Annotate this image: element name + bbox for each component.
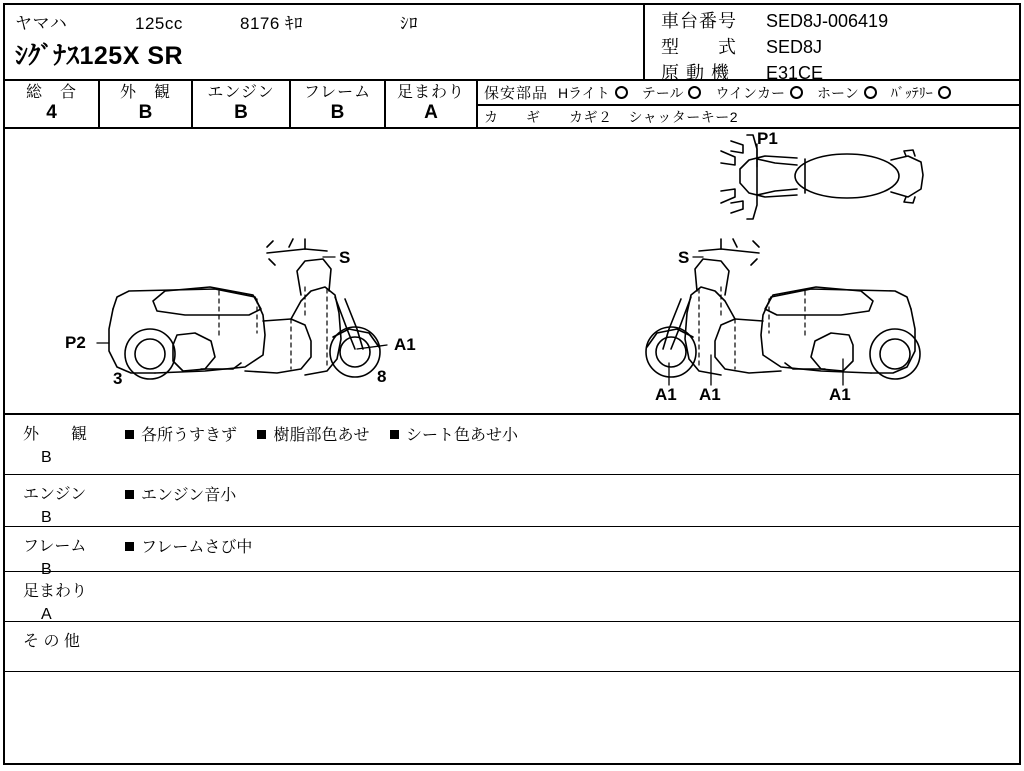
note-other-label-cell <box>5 622 125 671</box>
bullet-square-icon <box>257 430 266 439</box>
safety-item-battery-label: ﾊﾞｯﾃﾘｰ <box>890 84 933 101</box>
grade-overall <box>5 81 100 127</box>
note-frame-label-cell <box>5 527 125 579</box>
grade-appearance <box>100 81 193 127</box>
mileage-value: 8176 <box>240 14 280 33</box>
grades-bar <box>5 81 1019 129</box>
model-code-label: 型 式 <box>661 37 737 58</box>
note-item-text: エンジン音小 <box>141 487 237 504</box>
note-other-body <box>125 622 1019 671</box>
keys-value-2: シャッターキー2 <box>628 108 739 125</box>
mark-3: 3 <box>113 369 123 388</box>
mark-a1-right-1: A1 <box>655 385 677 404</box>
safety-item-battery <box>891 83 951 103</box>
keys-value-1: カギ２ <box>569 108 613 125</box>
safety-item-taillight <box>642 83 702 103</box>
note-appearance-label: 外 観 <box>23 426 96 443</box>
bullet-square-icon <box>125 542 134 551</box>
note-item-text: 各所うすきず <box>141 427 238 444</box>
grade-overall-label: 総 合 <box>25 84 77 101</box>
mileage-label <box>240 9 400 34</box>
maker-label: ヤマハ <box>15 14 68 33</box>
chassis-number-row <box>661 8 1019 34</box>
note-suspension-label-cell <box>5 572 125 624</box>
grade-suspension <box>386 81 478 127</box>
note-item <box>125 484 236 508</box>
safety-equipment-panel <box>478 81 1019 127</box>
damage-diagram <box>5 129 1019 415</box>
note-suspension-body <box>125 572 1019 621</box>
scooter-diagram-svg <box>5 129 1019 413</box>
note-frame-grade: B <box>41 561 52 579</box>
note-frame-label: フレーム <box>23 538 87 555</box>
mark-a1-right-3: A1 <box>829 385 851 404</box>
note-blank-label-cell <box>5 672 125 730</box>
safety-item-headlight <box>558 83 628 103</box>
mileage-unit: ｷﾛ <box>285 14 304 33</box>
grade-suspension-value: A <box>424 102 438 124</box>
mark-8: 8 <box>377 367 387 386</box>
inspection-sheet <box>3 3 1021 765</box>
safety-item-horn-label: ホーン <box>817 84 859 101</box>
note-item-text: 樹脂部色あせ <box>273 427 370 444</box>
note-item <box>125 536 252 560</box>
safety-item-headlight-label: Hライト <box>558 84 610 101</box>
grade-appearance-value: B <box>138 102 153 124</box>
mark-s-right: S <box>678 248 690 267</box>
grade-engine-value: B <box>234 102 248 124</box>
circle-ok-icon <box>864 86 877 99</box>
bullet-square-icon <box>125 430 134 439</box>
grade-frame-label: フレーム <box>303 84 372 101</box>
chassis-number-value: SED8J-006419 <box>766 11 889 31</box>
mark-a1-left: A1 <box>394 335 416 354</box>
circle-ok-icon <box>938 86 951 99</box>
mark-s-left: S <box>339 248 351 267</box>
grade-engine <box>193 81 291 127</box>
top-view-drawing <box>721 135 923 219</box>
color-label: ｼﾛ <box>400 14 418 33</box>
header-vehicle-summary <box>5 5 645 79</box>
note-appearance-body <box>125 415 1019 474</box>
note-item-text: フレームさび中 <box>141 539 253 556</box>
note-other-label: そ の 他 <box>23 633 80 650</box>
circle-ok-icon <box>688 86 701 99</box>
note-item <box>390 424 518 448</box>
note-row-frame <box>5 527 1019 579</box>
keys-label: カ ギ <box>484 108 547 125</box>
bullet-square-icon <box>125 490 134 499</box>
header-summary-row <box>15 9 643 34</box>
note-appearance-label-cell <box>5 415 125 474</box>
mark-p2: P2 <box>65 333 86 352</box>
grade-frame <box>291 81 386 127</box>
note-suspension-grade: A <box>41 606 52 624</box>
displacement-label: 125cc <box>135 14 183 33</box>
engine-code-label: 原 動 機 <box>661 63 731 84</box>
keys-row <box>478 106 1019 127</box>
note-appearance-grade: B <box>41 449 52 467</box>
circle-ok-icon <box>790 86 803 99</box>
circle-ok-icon <box>615 86 628 99</box>
note-row-suspension <box>5 572 1019 622</box>
safety-item-winker <box>715 83 803 103</box>
model-code-value: SED8J <box>766 37 823 58</box>
engine-code-value: E31CE <box>766 63 824 84</box>
mark-p1: P1 <box>757 129 778 148</box>
note-blank-body <box>125 672 1019 730</box>
grade-suspension-label: 足まわり <box>396 84 465 101</box>
note-item <box>125 424 237 448</box>
chassis-number-label: 車台番号 <box>661 11 737 31</box>
note-engine-grade: B <box>41 509 52 527</box>
note-item <box>257 424 369 448</box>
note-item-text: シート色あせ小 <box>405 427 518 444</box>
header-ids <box>645 5 1019 84</box>
note-suspension-label: 足まわり <box>23 583 88 600</box>
note-row-appearance <box>5 415 1019 475</box>
model-code-row <box>661 34 1019 60</box>
grade-overall-value: 4 <box>46 102 57 124</box>
grade-frame-value: B <box>330 102 345 124</box>
note-engine-body <box>125 475 1019 526</box>
note-frame-body <box>125 527 1019 571</box>
safety-equipment-row <box>478 81 1019 106</box>
bullet-square-icon <box>390 430 399 439</box>
safety-item-horn <box>817 83 877 103</box>
header <box>5 5 1019 84</box>
note-engine-label: エンジン <box>23 486 87 503</box>
mark-a1-right-2: A1 <box>699 385 721 404</box>
safety-item-taillight-label: テール <box>641 84 684 101</box>
safety-equipment-label: 保安部品 <box>484 85 549 102</box>
note-engine-label-cell <box>5 475 125 526</box>
note-row-other <box>5 622 1019 672</box>
grade-engine-label: エンジン <box>207 84 275 101</box>
note-row-engine <box>5 475 1019 527</box>
grade-appearance-label: 外 観 <box>119 84 171 101</box>
note-row-blank <box>5 672 1019 730</box>
safety-item-winker-label: ウインカー <box>715 84 786 101</box>
model-name: ｼｸﾞﾅｽ125X SR <box>15 42 184 70</box>
